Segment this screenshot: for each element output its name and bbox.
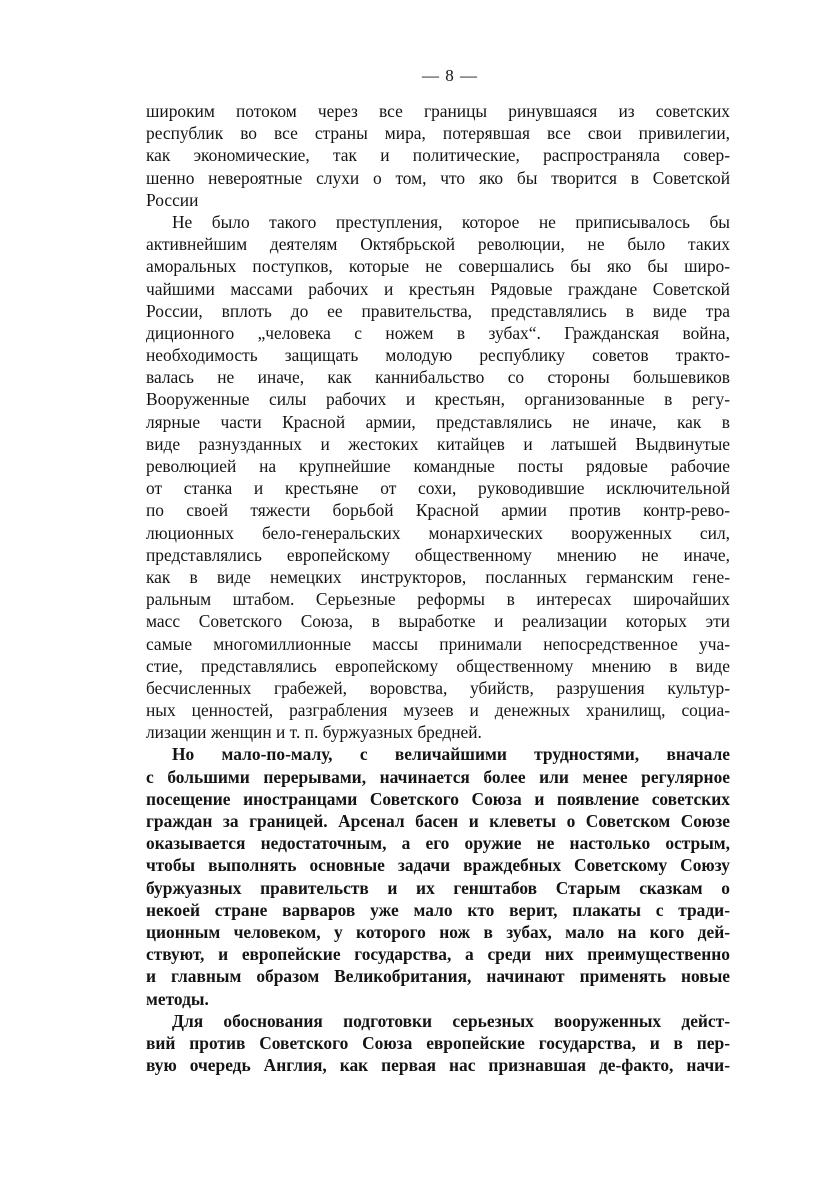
text-line: Но мало-по-малу, с величайшими трудностями, вначале [172,744,730,765]
text-line: с большими перерывами, начинается более или менее регулярное [146,766,730,787]
text-line: необходимость защищать молодую республику советов тракто- [146,345,730,366]
text-line: как в виде немецких инструкторов, посланных германским гене- [146,566,730,587]
text-line: виде разнузданных и жестоких китайцев и латышей Выдвинутые [146,433,730,454]
text-line: граждан за границей. Арсенал басен и клеветы о Советском Союзе [146,811,730,831]
text-line: методы. [146,988,209,1009]
page-number: — 8 — [422,66,478,85]
text-line: диционного „человека с ножем в зубах“. Гражданская война, [146,322,730,343]
text-line: ных ценностей, разграбления музеев и денежных хранилищ, социа- [146,700,730,721]
text-line: буржуазных правительств и их генштабов Старым сказкам о [146,877,730,898]
text-line: от станка и крестьяне от сохи, руководившие исключительной [146,478,730,499]
text-line: лизации женщин и т. п. буржуазных бредней. [146,722,482,743]
text-line: ствуют, и европейские государства, а среди них преимущественно [146,944,730,965]
text-line: и главным образом Великобритания, начинают применять новые [146,966,730,987]
text-line: России [146,189,199,210]
text-line: как экономические, так и политические, распространяла совер- [146,145,730,166]
text-line: люционных бело-генеральских монархических вооруженных сил, [146,522,730,543]
text-line: ционным человеком, у которого нож в зубах, мало на кого дей- [146,921,730,942]
text-line: лярные части Красной армии, представлялись не иначе, как в [146,411,730,432]
text-line: Вооруженные силы рабочих и крестьян, организованные в регу- [146,389,730,410]
text-line: самые многомиллионные массы принимали непосредственное уча- [146,633,730,654]
text-line: вий против Советского Союза европейские государства, и в пер- [146,1032,730,1053]
text-line: посещение иностранцами Советского Союза и появление советских [146,788,730,809]
text-line: некоей стране варваров уже мало кто верит, плакаты с тради- [146,899,730,920]
text-line: ральным штабом. Серьезные реформы в интересах широчайших [146,589,730,610]
text-line: революцией на крупнейшие командные посты рядовые рабочие [146,456,730,476]
text-line: шенно невероятные слухи о том, что яко бы творится в Советской [146,167,730,188]
text-line: активнейшим деятелям Октябрьской революции, не было таких [146,234,730,255]
text-line: бесчисленных грабежей, воровства, убийств, разрушения культур- [146,677,730,698]
text-line: по своей тяжести борьбой Красной армии против контр-рево- [146,500,730,521]
text-line: Не было такого преступления, которое не приписывалось бы [172,211,730,232]
text-line: Для обоснования подготовки серьезных вооруженных дейст- [172,1010,730,1031]
body-text [146,100,730,1076]
text-line: широким потоком через все границы ринувшаяся из советских [146,101,730,121]
text-line: аморальных поступков, которые не совершались бы яко бы широ- [146,256,730,277]
text-line: республик во все страны мира, потерявшая все свои привилегии, [146,123,730,144]
text-line: чтобы выполнять основные задачи враждебных Советскому Союзу [146,855,730,876]
text-line: представлялись европейскому общественному мнению не иначе, [146,544,730,565]
text-line: вую очередь Англия, как первая нас признавшая де-факто, начи- [146,1055,730,1076]
text-line: России, вплоть до ее правительства, представлялись в виде тра [146,300,730,321]
text-line: чайшими массами рабочих и крестьян Рядовые граждане Советской [146,278,730,299]
text-line: валась не иначе, как каннибальство со стороны большевиков [146,367,730,388]
text-line: масс Советского Союза, в выработке и реализации которых эти [146,611,730,632]
text-line: оказывается недостаточным, а его оружие не настолько острым, [146,833,730,854]
text-line: стие, представлялись европейскому общественному мнению в виде [146,655,730,676]
